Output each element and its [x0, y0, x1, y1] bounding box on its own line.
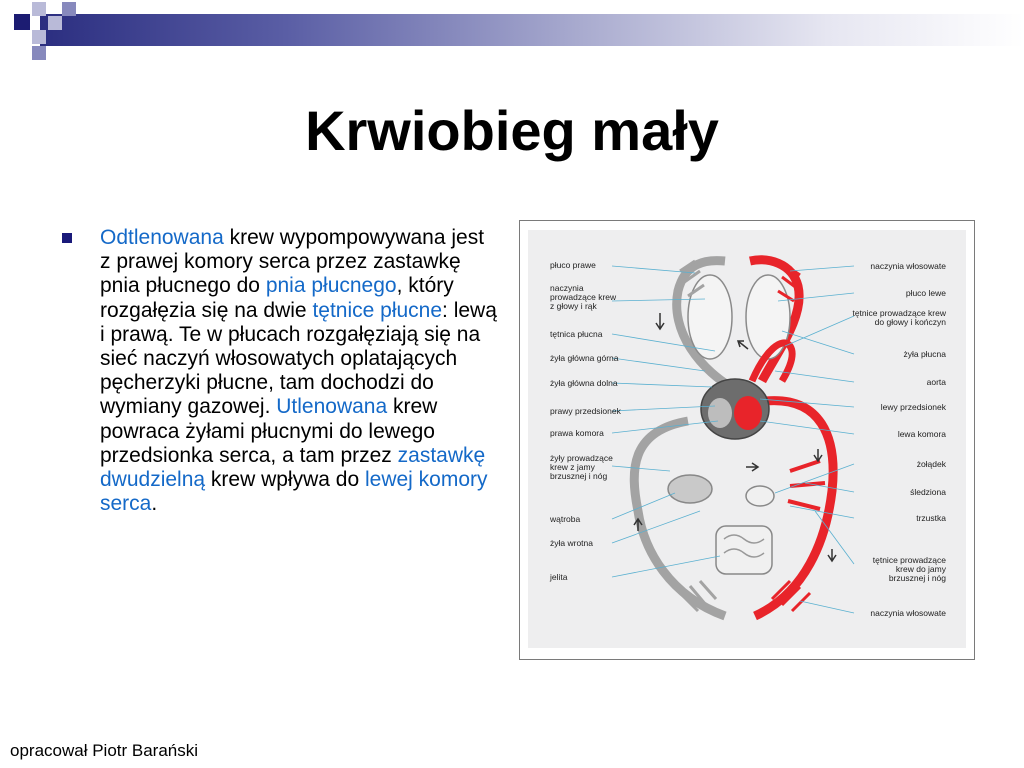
label-zyla-plucna: żyła płucna	[903, 349, 946, 359]
paragraph-segment: lewej komory serca	[100, 468, 488, 516]
label-tetnice-do-jamy-brzusznej: tętnice prowadzące krew do jamy brzusznej i nóg	[872, 555, 946, 583]
label-pluco-prawe: płuco prawe	[550, 260, 596, 270]
label-tetnica-plucna: tętnica płucna	[550, 329, 603, 339]
paragraph-segment: : lewą i prawą. Te w płucach rozgałęziają się na sieć naczyń włosowatych oplatających pęcherzyki płucne, tam dochodzi do wymiany gazowej.	[100, 298, 497, 419]
lung-right	[688, 275, 732, 359]
label-naczynia-wlosowate-bottom: naczynia włosowate	[870, 608, 946, 618]
liver	[668, 475, 712, 503]
decor-square-mid	[62, 2, 76, 16]
decor-square-light	[32, 30, 46, 44]
circulatory-diagram	[519, 220, 975, 660]
label-aorta: aorta	[926, 377, 946, 387]
paragraph-segment: zastawkę dwudzielną	[100, 443, 486, 492]
label-naczynia-wlosowate-top: naczynia włosowate	[870, 261, 946, 271]
decor-square-light	[48, 16, 62, 30]
label-zyla-wrotna: żyła wrotna	[550, 538, 593, 548]
label-tetnice-do-glowy: tętnice prowadzące krew do głowy i kończyn	[852, 308, 946, 327]
label-sledziona: śledziona	[910, 487, 946, 497]
label-zyla-glowna-gorna: żyła główna górna	[550, 353, 619, 363]
paragraph-segment: tętnice płucne	[312, 298, 443, 322]
label-zoladek: żołądek	[916, 459, 946, 469]
paragraph-segment: krew wypompowywana jest z prawej komory serca przez zastawkę pnia płucnego do	[100, 226, 485, 298]
slide-title: Krwiobieg mały	[305, 99, 719, 162]
label-jelita: jelita	[550, 572, 568, 582]
label-pluco-lewe: płuco lewe	[905, 288, 946, 298]
heart-left-chamber	[734, 396, 762, 430]
label-naczynia-z-glowy: naczynia prowadzące krew z głowy i rąk	[550, 283, 617, 311]
bullet-icon	[62, 233, 72, 243]
label-trzustka: trzustka	[916, 513, 946, 523]
paragraph-segment: , który rozgałęzia się na dwie	[100, 274, 454, 322]
decor-square-light	[32, 2, 46, 16]
paragraph-segment: krew powraca żyłami płucnymi do lewego przedsionka serca, a tam przez	[100, 395, 438, 467]
heart-right-chamber	[708, 398, 732, 428]
intestines	[716, 526, 772, 574]
label-lewy-przedsionek: lewy przedsionek	[880, 402, 946, 412]
label-prawy-przedsionek: prawy przedsionek	[550, 406, 621, 416]
circulation-svg	[520, 221, 974, 659]
label-lewa-komora: lewa komora	[897, 429, 946, 439]
label-watroba: wątroba	[550, 514, 581, 524]
paragraph-segment: krew wpływa do	[205, 468, 365, 492]
paragraph-segment: .	[151, 492, 158, 516]
paragraph-segment: Utlenowana	[276, 395, 388, 419]
stomach	[746, 486, 774, 506]
label-zyla-glowna-dolna: żyła główna dolna	[550, 378, 618, 388]
description-paragraph	[100, 226, 498, 516]
paragraph-segment: pnia płucnego	[265, 274, 397, 298]
paragraph-segment: Odtlenowana	[100, 226, 224, 249]
author-footer: opracował Piotr Barański	[10, 741, 199, 760]
label-prawa-komora: prawa komora	[550, 428, 604, 438]
header-gradient-bar	[40, 14, 1024, 46]
label-zyly-z-jamy-brzusznej: żyły prowadzące krew z jamy brzusznej i nóg	[550, 453, 613, 481]
decor-square-dark	[14, 14, 30, 30]
decor-square-mid	[32, 46, 46, 60]
header-decoration	[0, 0, 1024, 62]
